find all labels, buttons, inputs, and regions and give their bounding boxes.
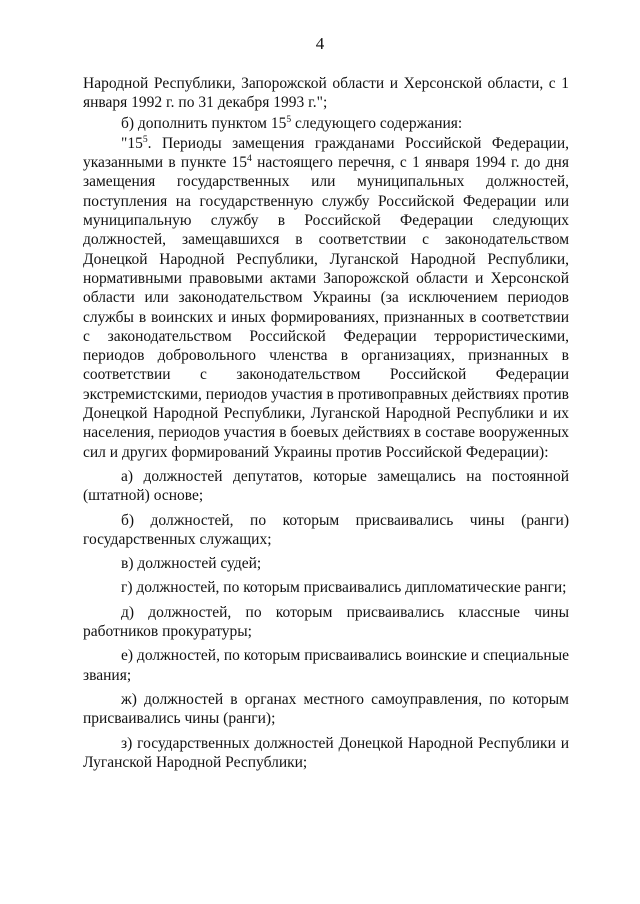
paragraph-continuation: Народной Республики, Запорожской области и Херсонской области, с 1 января 1992 г. по 31 декабря 1993 г."; [83,75,569,112]
document-body [83,74,569,777]
text-run: б) дополнить пунктом 15 [121,114,287,132]
list-item-z: з) государственных должностей Донецкой Народной Республики и Луганской Народной Республики; [83,734,569,771]
superscript: 4 [247,153,252,165]
superscript: 5 [286,113,292,125]
page-number: 4 [315,34,325,53]
list-item-a: а) должностей депутатов, которые замещались на постоянной (штатной) основе; [83,467,569,505]
superscript: 5 [142,133,148,145]
list-item-v: в) должностей судей; [121,555,262,573]
text-run: следующего содержания: [291,114,463,132]
list-item-zh: ж) должностей в органах местного самоуправления, по которым присваивались чины (ранги); [83,690,569,728]
text-run: . Периоды замещения гражданами Российской Федерации, указанными в пункте 15 [83,134,569,172]
list-item-g: г) должностей, по которым присваивались дипломатические ранги; [121,579,567,597]
list-item-b: б) должностей, по которым присваивались чины (ранги) государственных служащих; [83,511,569,548]
paragraph-amendment-b [83,114,569,133]
paragraph-item-15-5 [83,134,569,462]
text-run: настоящего перечня, с 1 января 1994 г. до дня замещения государственных или муниципальных должностей, поступления на государственную службу Российской Федерации или муниципальную службу в Российской Федерации следующих должностей, замещавшихся в соответствии с законодательством Донецкой Народной Республики, Луганской Народной Республики, нормативными правовыми актами Запорожской области и Херсонской области или законодательством Украины (за исключением периодов службы в воинских и иных формированиях, признанных в соответствии с законодательством Российской Федерации террористическими, периодов добровольного членства в организациях, признанных в соответствии с законодательством Российской Федерации экстремистскими, периодов участия в противоправных действиях против Донецкой Народной Республики, Луганской Народной Республики и их населения, периодов участия в боевых действиях в составе вооруженных сил и других формирований Украины против Российской Федерации): [83,154,569,461]
text-run: "15 [121,134,143,152]
list-item-d: д) должностей, по которым присваивались классные чины работников прокуратуры; [83,603,569,641]
list-item-e: е) должностей, по которым присваивались воинские и специальные звания; [83,647,569,684]
